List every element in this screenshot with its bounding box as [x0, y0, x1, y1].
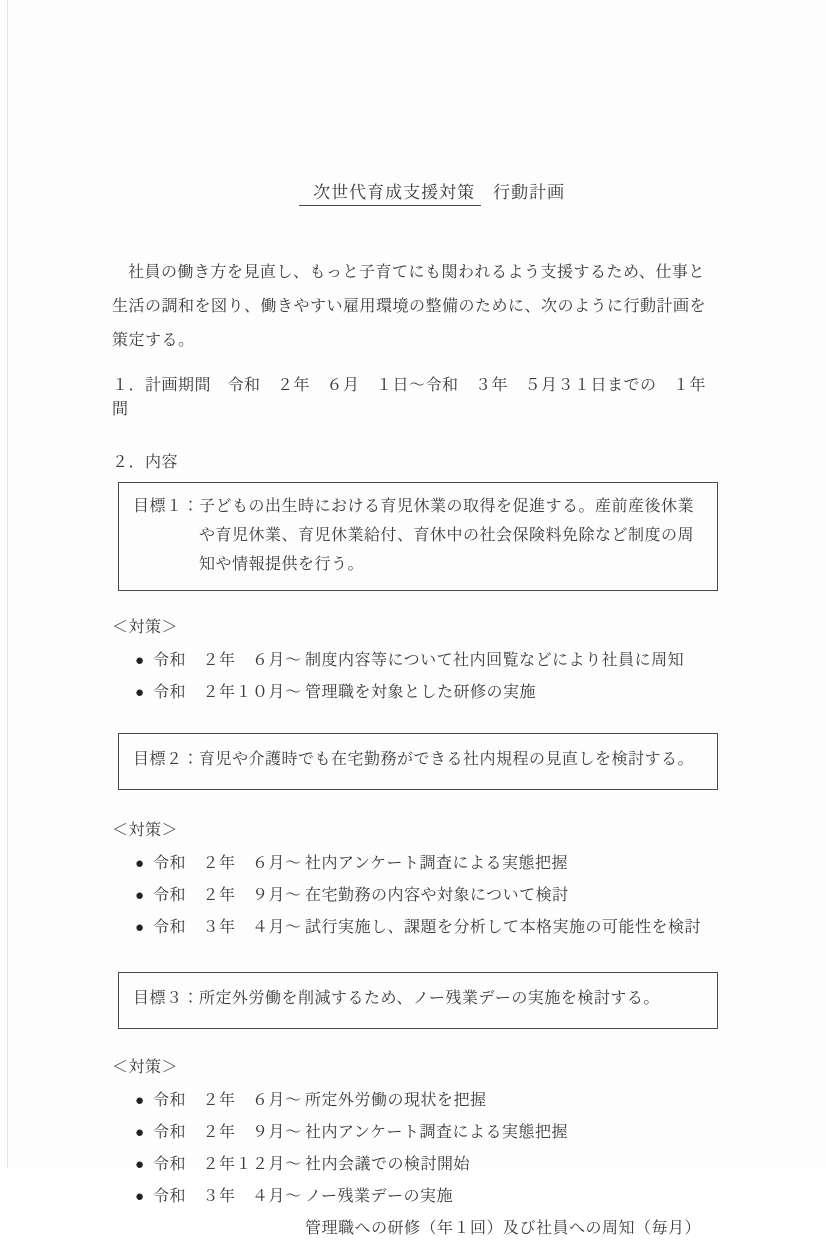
bullet-icon: ● — [135, 1092, 145, 1109]
measure-continuation-row — [135, 1213, 718, 1245]
goal-3-text — [133, 984, 703, 1013]
goal-3-body: 所定外労働を削減するため、ノー残業デーの実施を検討する。 — [199, 990, 660, 1007]
measures-list-1 — [135, 645, 718, 709]
plan-period-line: １．計画期間 令和 ２年 ６月 １日～令和 ３年 ５月３１日までの １年間 — [112, 377, 707, 418]
measure-row — [135, 848, 718, 880]
measure-date: 令和 ２年 ６月～ — [153, 855, 302, 872]
measure-date: 令和 ２年１０月～ — [153, 684, 302, 701]
goal-1-prefix: 目標１： — [133, 498, 200, 515]
measure-row — [135, 645, 718, 677]
measure-text: 社内会議での検討開始 — [305, 1156, 471, 1173]
measure-date: 令和 ３年 ４月～ — [153, 919, 302, 936]
measures-heading-1: ＜対策＞ — [112, 619, 179, 636]
measure-date: 令和 ２年 ６月～ — [153, 652, 302, 669]
measure-date: 令和 ３年 ４月～ — [153, 1188, 302, 1205]
bullet-icon: ● — [135, 684, 145, 701]
measure-row — [135, 880, 718, 912]
measure-text: ノー残業デーの実施 — [305, 1188, 454, 1205]
measure-text: 管理職を対象とした研修の実施 — [305, 684, 537, 701]
goal-2-text — [133, 745, 703, 774]
measure-text: 社内アンケート調査による実態把握 — [305, 855, 569, 872]
bullet-icon: ● — [135, 1156, 145, 1173]
measure-text: 社内アンケート調査による実態把握 — [305, 1124, 569, 1141]
measure-row — [135, 677, 718, 709]
measure-text: 在宅勤務の内容や対象について検討 — [305, 887, 569, 904]
measure-row — [135, 1181, 718, 1213]
contents-heading: ２．内容 — [112, 454, 179, 471]
measures-heading-2: ＜対策＞ — [112, 822, 179, 839]
measures-list-3 — [135, 1085, 718, 1245]
bullet-icon: ● — [135, 855, 145, 872]
bullet-icon: ● — [135, 887, 145, 904]
goal-box-3 — [118, 972, 718, 1029]
page-title — [112, 158, 718, 226]
bullet-icon: ● — [135, 919, 145, 936]
measure-text: 所定外労働の現状を把握 — [305, 1092, 487, 1109]
title-rest-text: 行動計画 — [493, 183, 566, 202]
measure-date: 令和 ２年 ６月～ — [153, 1092, 302, 1109]
goal-1-text — [133, 492, 703, 579]
goal-box-1 — [118, 482, 718, 591]
measures-heading-3: ＜対策＞ — [112, 1059, 179, 1076]
measure-row — [135, 1085, 718, 1117]
measure-continuation-text: 管理職への研修（年１回）及び社員への周知（毎月） — [305, 1220, 702, 1237]
measure-text: 試行実施し、課題を分析して本格実施の可能性を検討 — [305, 919, 702, 936]
intro-paragraph: 社員の働き方を見直し、もっと子育てにも関われるよう支援するため、仕事と生活の調和を図り、働きやすい雇用環境の整備のために、次のように行動計画を策定する。 — [112, 264, 707, 349]
goal-box-2 — [118, 733, 718, 790]
measure-row — [135, 1117, 718, 1149]
measure-date: 令和 ２年 ９月～ — [153, 887, 302, 904]
measure-row — [135, 1149, 718, 1181]
title-underlined-text: 次世代育成支援対策 — [299, 178, 481, 206]
measure-row — [135, 912, 718, 944]
goal-3-prefix: 目標３： — [133, 990, 200, 1007]
bullet-icon: ● — [135, 652, 145, 669]
bullet-icon: ● — [135, 1124, 145, 1141]
measure-date: 令和 ２年 ９月～ — [153, 1124, 302, 1141]
measure-date: 令和 ２年１２月～ — [153, 1156, 302, 1173]
measure-text: 制度内容等について社内回覧などにより社員に周知 — [305, 652, 685, 669]
goal-2-prefix: 目標２： — [133, 751, 200, 768]
measures-list-2 — [135, 848, 718, 944]
goal-2-body: 育児や介護時でも在宅勤務ができる社内規程の見直しを検討する。 — [199, 751, 695, 768]
goal-1-body: 子どもの出生時における育児休業の取得を促進する。産前産後休業や育児休業、育児休業給付、育休中の社会保険料免除など制度の周知や情報提供を行う。 — [199, 498, 695, 573]
bullet-icon: ● — [135, 1188, 145, 1205]
